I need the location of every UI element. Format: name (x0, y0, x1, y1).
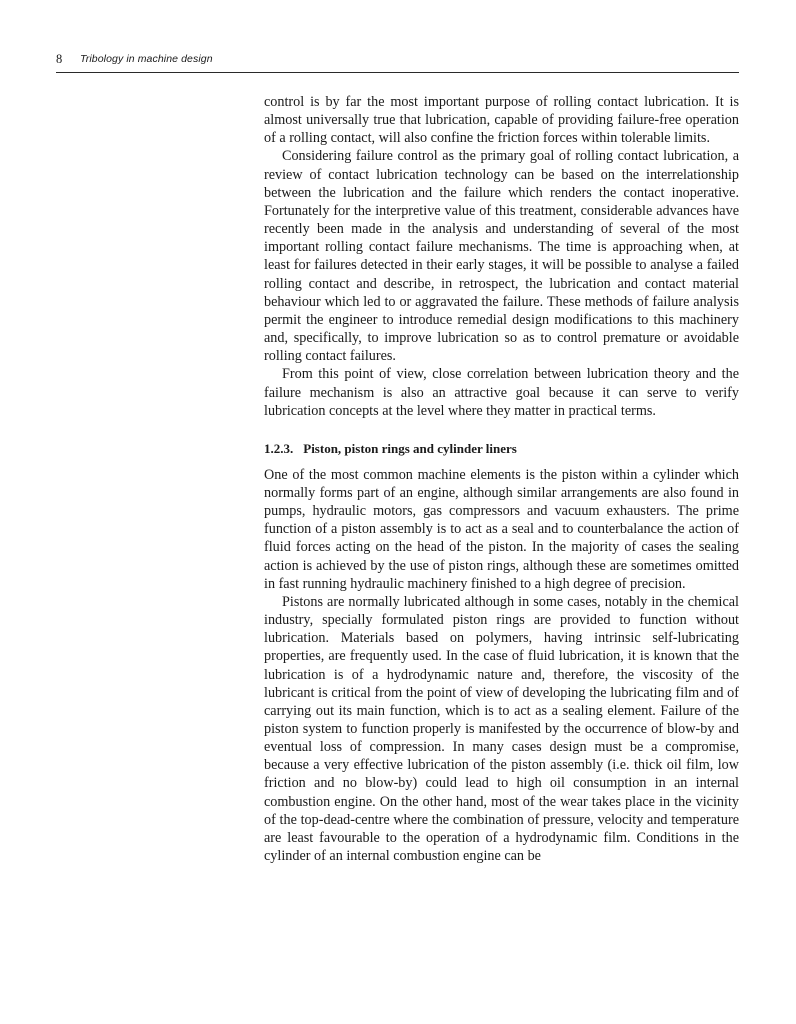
header-rule (56, 72, 739, 73)
body-text (264, 93, 739, 865)
paragraph-2: Considering failure control as the primary goal of rolling contact lubrication, a review of contact lubrication technology can be based on the interrelationship between the lubrication and the failure which renders the contact inoperative. Fortunately for the interpretive value of this treatment, considerable advances have recently been made in the analysis and understanding of several of the most important rolling contact failure mechanisms. The time is approaching when, at least for failures detected in their early stages, it will be possible to analyse a failed rolling contact and describe, in retrospect, the lubrication and contact material behaviour which led to or aggravated the failure. These methods of failure analysis permit the engineer to introduce remedial design modifications to this machinery and, specifically, to improve lubrication so as to control premature or avoidable rolling contact failures. (264, 148, 739, 365)
paragraph-4: One of the most common machine elements is the piston within a cylinder which normally forms part of an engine, although similar arrangements are also found in pumps, hydraulic motors, gas compressors and vacuum exhausters. The prime function of a piston assembly is to act as a seal and to counterbalance the action of fluid forces acting on the head of the piston. In the majority of cases the sealing action is achieved by the use of piston rings, although these are sometimes omitted in fast running hydraulic machinery finished to a high degree of precision. (264, 466, 739, 592)
spacer (264, 420, 739, 440)
paragraph-3: From this point of view, close correlation between lubrication theory and the failure mechanism is also an attractive goal because it can serve to verify lubrication concepts at the level where they matter in practical terms. (264, 366, 739, 419)
running-title: Tribology in machine design (80, 53, 213, 65)
paragraph-1: control is by far the most important purpose of rolling contact lubrication. It is almost universally true that lubrication, capable of providing failure-free operation of a rolling contact, will also confine the friction forces within tolerable limits. (264, 94, 739, 147)
section-title: Piston, piston rings and cylinder liners (303, 440, 517, 456)
section-heading (264, 440, 739, 458)
spacer (264, 458, 739, 466)
section-number: 1.2.3. (264, 440, 294, 456)
paragraph-5: Pistons are normally lubricated although in some cases, notably in the chemical industry, specially formulated piston rings are provided to function without lubrication. Materials based on polymers, having intrinsic self-lubricating properties, are frequently used. In the case of fluid lubrication, it is known that the lubrication is of a hydrodynamic nature and, therefore, the viscosity of the lubricant is critical from the point of view of developing the lubricating film and of carrying out its main function, which is to act as a sealing element. Failure of the piston system to function properly is manifested by the occurrence of blow-by and eventual loss of compression. In many cases design must be a compromise, because a very effective lubrication of the piston assembly (i.e. thick oil film, low friction and no blow-by) could lead to high oil consumption in an internal combustion engine. On the other hand, most of the wear takes place in the vicinity of the top-dead-centre where the combination of pressure, velocity and temperature are least favourable to the operation of a hydrodynamic film. Conditions in the cylinder of an internal combustion engine can be (264, 593, 739, 865)
page-header (56, 52, 739, 68)
page-number: 8 (56, 52, 63, 66)
